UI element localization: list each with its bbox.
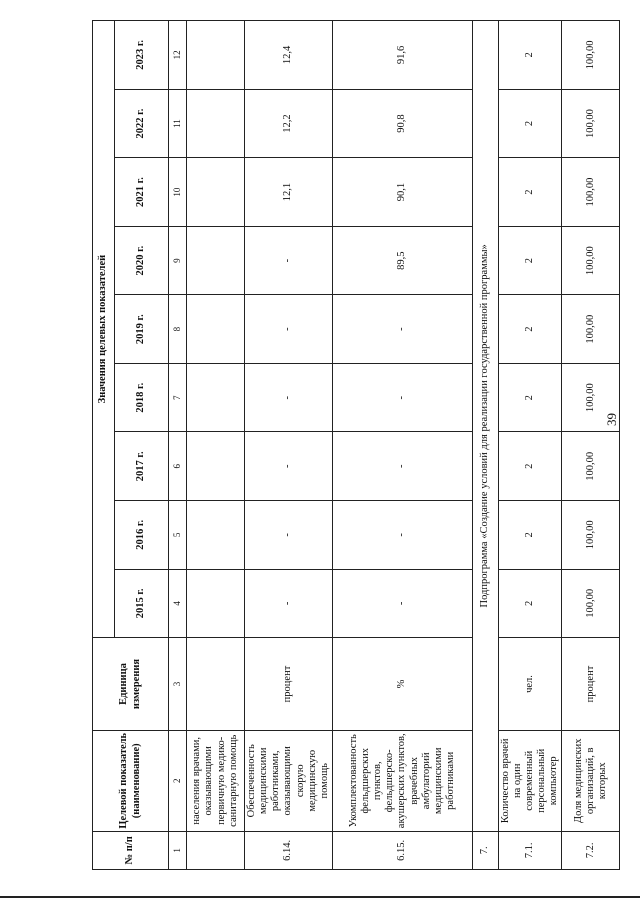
- column-index: 8: [169, 295, 187, 364]
- row-value: 2: [499, 295, 562, 364]
- row-value: [187, 89, 245, 158]
- column-index: 3: [169, 638, 187, 731]
- row-value: 2: [499, 89, 562, 158]
- year-header: 2017 г.: [115, 432, 169, 501]
- row-indicator-name: населения врачами, оказывающими первичную медико-санитарную помощь: [187, 730, 245, 831]
- section-row: [473, 21, 499, 870]
- column-index: 2: [169, 730, 187, 831]
- row-no: 6.14.: [245, 831, 333, 869]
- row-value: [187, 158, 245, 227]
- row-unit: [187, 638, 245, 731]
- section-title: Подпрограмма «Создание условий для реализации государственной программы»: [473, 21, 499, 832]
- row-value: 100,00: [562, 432, 620, 501]
- column-index: 10: [169, 158, 187, 227]
- row-value: -: [333, 569, 473, 638]
- row-value: 12,2: [245, 89, 333, 158]
- row-value: 100,00: [562, 569, 620, 638]
- row-value: 2: [499, 21, 562, 90]
- row-no: 6.15.: [333, 831, 473, 869]
- row-value: -: [245, 226, 333, 295]
- row-value: -: [333, 432, 473, 501]
- row-value: 90,8: [333, 89, 473, 158]
- year-header: 2019 г.: [115, 295, 169, 364]
- section-no: 7.: [473, 831, 499, 869]
- column-index: 6: [169, 432, 187, 501]
- table-row: [187, 21, 245, 870]
- row-value: 100,00: [562, 501, 620, 570]
- column-index: 9: [169, 226, 187, 295]
- year-header: 2015 г.: [115, 569, 169, 638]
- row-no: 7.1.: [499, 831, 562, 869]
- header-unit: Единица измерения: [93, 638, 169, 731]
- row-value: [187, 432, 245, 501]
- row-value: [187, 501, 245, 570]
- row-value: -: [333, 501, 473, 570]
- row-no: [187, 831, 245, 869]
- row-value: -: [333, 295, 473, 364]
- header-no: № п/п: [93, 831, 169, 869]
- row-value: [187, 226, 245, 295]
- row-value: 89,5: [333, 226, 473, 295]
- row-value: -: [245, 432, 333, 501]
- row-indicator-name: Обеспеченность медицинскими работниками, оказывающими скорую медицинскую помощь: [245, 730, 333, 831]
- row-value: 100,00: [562, 89, 620, 158]
- row-indicator-name: Доля медицинских организаций, в которых: [562, 730, 620, 831]
- indicator-table-rotated: [92, 20, 618, 870]
- table-row: [562, 21, 620, 870]
- row-value: 100,00: [562, 158, 620, 227]
- year-header: 2020 г.: [115, 226, 169, 295]
- row-unit: процент: [245, 638, 333, 731]
- year-header: 2022 г.: [115, 89, 169, 158]
- table-row: [333, 21, 473, 870]
- row-value: 2: [499, 501, 562, 570]
- row-indicator-name: Количество врачей на один современный персональный компьютер: [499, 730, 562, 831]
- row-value: -: [245, 569, 333, 638]
- row-value: -: [245, 363, 333, 432]
- row-value: 90,1: [333, 158, 473, 227]
- page-number: 39: [604, 413, 619, 426]
- row-value: -: [333, 363, 473, 432]
- row-no: 7.2.: [562, 831, 620, 869]
- row-value: 91,6: [333, 21, 473, 90]
- row-value: 100,00: [562, 21, 620, 90]
- row-value: 100,00: [562, 363, 620, 432]
- table-row: [499, 21, 562, 870]
- column-index: 7: [169, 363, 187, 432]
- year-header: 2016 г.: [115, 501, 169, 570]
- header-indicator: Целевой показатель (наименование): [93, 730, 169, 831]
- index-row: [169, 21, 187, 870]
- row-unit: процент: [562, 638, 620, 731]
- row-value: 2: [499, 363, 562, 432]
- column-index: 1: [169, 831, 187, 869]
- row-value: 100,00: [562, 226, 620, 295]
- row-value: [187, 21, 245, 90]
- header-values-group: Значения целевых показателей: [93, 21, 115, 638]
- row-value: 2: [499, 569, 562, 638]
- row-value: [187, 295, 245, 364]
- row-value: 12,1: [245, 158, 333, 227]
- row-value: [187, 569, 245, 638]
- row-unit: чел.: [499, 638, 562, 731]
- year-header: 2021 г.: [115, 158, 169, 227]
- row-value: -: [245, 501, 333, 570]
- row-value: 2: [499, 432, 562, 501]
- indicator-table: [92, 20, 620, 870]
- column-index: 4: [169, 569, 187, 638]
- row-value: 12,4: [245, 21, 333, 90]
- row-value: 2: [499, 158, 562, 227]
- row-value: 2: [499, 226, 562, 295]
- row-unit: %: [333, 638, 473, 731]
- year-header: 2018 г.: [115, 363, 169, 432]
- column-index: 11: [169, 89, 187, 158]
- row-value: 100,00: [562, 295, 620, 364]
- column-index: 5: [169, 501, 187, 570]
- row-value: [187, 363, 245, 432]
- year-header: 2023 г.: [115, 21, 169, 90]
- column-index: 12: [169, 21, 187, 90]
- row-indicator-name: Укомплектованность фельдшерских пунктов, фельдшерско-акушерских пунктов, врачебных амбулаторий медицинскими работниками: [333, 730, 473, 831]
- bottom-rule: [0, 896, 640, 898]
- header-row-1: [93, 21, 115, 870]
- row-value: -: [245, 295, 333, 364]
- table-row: [245, 21, 333, 870]
